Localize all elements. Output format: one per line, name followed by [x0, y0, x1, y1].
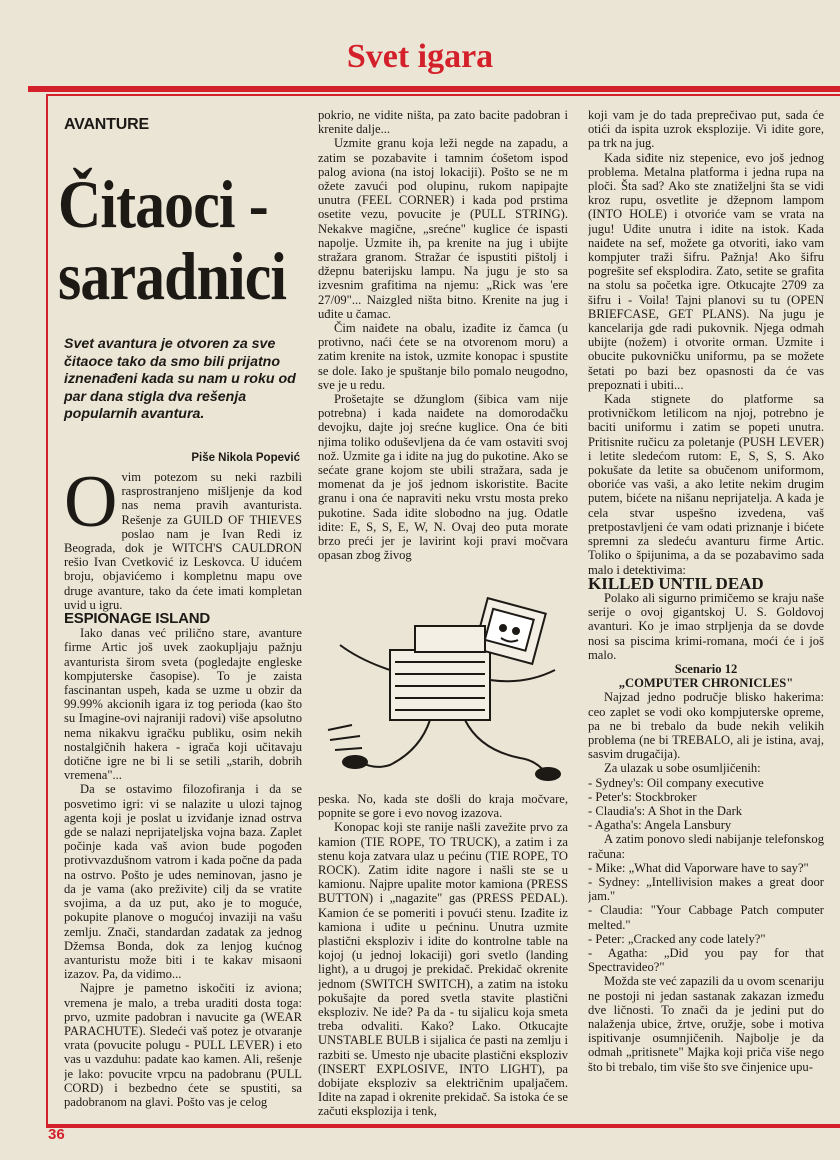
subhead-killed-until-dead: KILLED UNTIL DEAD	[588, 573, 764, 593]
article-title	[58, 166, 287, 314]
paragraph: pokrio, ne vidite ništa, pa zato bacite padobran i krenite dalje...	[318, 108, 568, 137]
call-item: - Agatha: „Did you pay for that Spectravideo?"	[588, 945, 824, 975]
column-2-upper	[318, 108, 568, 588]
paragraph: Polako ali sigurno primičemo se kraju naše serije o ovoj gigantskoj U. S. Goldovoj avanturi. Ko je imao strpljenja da se dovde nosi sa piscima krimi-romana, moći će i još malo.	[588, 590, 824, 662]
call-item: - Sydney: „Intellivision makes a great door jam."	[588, 874, 824, 904]
title-line-2: saradnici	[58, 238, 287, 314]
title-line-1: Čitaoci -	[58, 166, 268, 242]
paragraph: koji vam je do tada preprečivao put, sada će otići da ispita uzrok eksplozije. Vi idite gore, pa trk na jug.	[588, 108, 824, 151]
page-number: 36	[48, 1126, 65, 1143]
call-item: - Mike: „What did Vaporware have to say?"	[588, 860, 809, 875]
scenario-number: Scenario 12	[674, 661, 738, 676]
column-1	[64, 470, 302, 1120]
suspect-item: - Agatha's: Angela Lansbury	[588, 818, 732, 833]
paragraph: Najzad jedno područje blisko hakerima: ceo zaplet se vodi oko kompjuterske opreme, pa ne bi trebalo da bude nekih velikih problema (ne bi TREBALO, ali je istina, avaj, sasvim drugačija).	[588, 690, 824, 762]
paragraph: Najpre je pametno iskočiti iz aviona; vremena je malo, a treba uraditi dosta toga: prvo, uzmite padobran i navucite ga (WEAR PARACHUTE). Sledeći vaš potez je otvaranje vrata (povucite polugu - PULL LEVER) i eto vas u vazduhu: padate kao kamen. Ali, rešenje je lako: povucite vrpcu na padobranu (PULL CORD) i bezbedno ćete se spustiti, sa padobranom na glavi. Pošto vas je celog	[64, 981, 302, 1109]
paragraph: A zatim ponovo sledi nabijanje telefonskog računa:	[588, 832, 824, 861]
footer-rule	[46, 1124, 840, 1126]
drop-cap: O	[64, 470, 118, 543]
suspect-item: - Sydney's: Oil company executive	[588, 775, 764, 790]
running-computer-illustration	[320, 590, 570, 790]
column-3	[588, 108, 824, 1120]
paragraph: Uzmite granu koja leži negde na zapadu, a zatim se pozabavite i tamnim ćošetom ispod palog aviona (na istoj lokaciji). Pošto se ne m ožete zavući pod olupinu, rukom napipajte unutra (FEEL CORNER) i kada pod prstima osetite vezu, povucite je (PULL STRING). Nekakve magične, „srećne" kuglice će ispasti napolje. Uzmite ih, pa krenite na jug i ubijte stražara granom. Stražar će ispustiti pištolj i džepnu baterijsku lampu. Na jugu je sto sa izvesnim grafitima na njemu: „Rick was 'ere 27/09"... Naizgled ništa bitno. Krenite na jug i uđite u čamac.	[318, 136, 568, 321]
paragraph: Da se ostavimo filozofiranja i da se posvetimo igri: vi se nalazite u ulozi tajnog agenta koji je poslat u izviđanje iznad ostrva gde se nalazi neprijateljska vojna baza. Zaplet počinje kada vaš avion bude pogođen protivvazdušnom vatrom i kada počne da pada na ostrvo. Pošto je udes neminovan, jasno je da je vama (ako preživite) cilj da se vratite svojima, a da uz put, ako je to moguće, pokupite planove o mogućoj invaziji na vašu zemlju. Znači, standardan zadatak za jednog Džemsa Bonda, dok za lenjog kućnog avanturistu može biti i te kakav misaoni izazov. Pa, da vidimo...	[64, 782, 302, 982]
paragraph: Možda ste već zapazili da u ovom scenariju ne postoji ni jedan sastanak zakazan između dve ličnosti. To znači da je jedini put do nalaženja ubice, žrtve, oružje, sobe i motiva ispitivanje osumnjičenih. Najbolje je da odmah „pritisnete" Majka koji priča više nego što bi trebalo, tim više što sve činjenice upu-	[588, 974, 824, 1074]
paragraph: peska. No, kada ste došli do kraja močvare, popnite se gore i evo novog izazova.	[318, 792, 568, 821]
paragraph: Prošetajte se džunglom (šibica vam nije potrebna) i kada naiđete na domorodačku devojku, dajte joj srećne kuglice. Ona će biti njima toliko oduševljena da će vam ostaviti svoj nož. Uzmite ga i idite na jug do pukotine. Ako se sećate grane kojom ste ubili stražara, sada je momenat da je još jednom iskoristite. Bacite granu i ona će napraviti neku vrstu mosta preko pukotine. Sada idite slobodno na jug. Odatle idite: E, S, S, E, W, N. Ovaj deo puta morate brzo preći jer je lavirint koji pravi močvara opasan zbog živog	[318, 392, 568, 563]
paragraph: Čim naiđete na obalu, izađite iz čamca (u protivno, naći ćete se na otvorenom moru) a zatim krenite na istok, uzmite konopac i spustite se dole. Iako je spuštanje bilo pomalo neugodno, sve je u redu.	[318, 321, 568, 392]
section-tag: AVANTURE	[64, 116, 149, 133]
call-item: - Claudia: "Your Cabbage Patch computer melted."	[588, 903, 824, 932]
article-lead: Svet avantura je otvoren za sve čitaoce tako da smo bili prijatno iznenađeni kada su nam u roku od par dana stigla dva rešenja popularnih avantura.	[64, 336, 296, 422]
paragraph: Za ulazak u sobe osumljičenih:	[604, 761, 761, 776]
suspect-item: - Peter's: Stockbroker	[588, 789, 697, 804]
paragraph: Konopac koji ste ranije našli zavežite prvo za kamion (TIE ROPE, TO TRUCK), a zatim i za stenu koja zatvara ulaz u pećinu (TIE ROPE, TO ROCK). Zatim idite nagore i našli ste se u kamionu. Najpre upalite motor kamiona (PRESS BUTTON) i „nagazite" gas (PRESS PEDAL). Kamion će se pomeriti i povući stenu. Izađite iz kamiona i uđite u pećninu. Unutra uzmite plastični eksploziv i idite do kontrolne table na kojoj (u jednoj lokaciji) gori svetlo (landing light), a u drugoj je prekidač. Prekidač okrenite jednom (SWITCH SWITCH), a zatim na istoku pokušajte da pored svetla stavite plastični eksploziv. Ne ide? Pa da - tu sijalicu koja smeta treba odvaliti. Kako? Lako. Otkucajte UNSTABLE BULB i sijalica će pasti na zemlju i razbiti se. Umesto nje ubacite plastični eksploziv (INSERT EXPLOSIVE, INTO LIGHT), pa dobijate eksploziv sa električnim upaljačem. Idite na zapad i okrenite prekidač. Sa istoka će se začuti eksplozija i tenk,	[318, 820, 568, 1119]
header-rule	[28, 86, 840, 92]
call-item: - Peter: „Cracked any code lately?"	[588, 931, 766, 946]
intro-paragraph: Ovim potezom su neki razbili rasprostranjeno mišljenje da kod nas nema pravih avanturista. Rešenje za GUILD OF THIEVES poslao nam je Ivan Redi iz Beograda, dok je WITCH'S CAULDRON rešio Ivan Cvetković iz Leskovca. U idućem broju, objavićemo i kompletnu mapu ove druge avanture, tako da ćete imati kompletan uvid u igru.	[64, 470, 302, 612]
magazine-section-header: Svet igara	[346, 38, 494, 75]
paragraph: Iako danas već prilično stare, avanture firme Artic još uvek zaokupljaju pažnju avanturista širom sveta (pogledajte engleske kompjuterske časopise). To je zaista fascinantan uspeh, kada se uzme u obzir da 99.99% akcionih igara iz tog perioda (kao što su Imagine-ovi najraniji radovi) više apsolutno nema nikakvu igračku publiku, osim nekih nostalgičnih hakera - igrača koji učitavaju dotične igre ne bi li se setili „starih, dobrih vremena"...	[64, 626, 302, 783]
byline: Piše Nikola Popević	[191, 452, 300, 464]
paragraph: Kada siđite niz stepenice, evo još jednog problema. Metalna platforma i jedna rupa na ploči. Šta sad? Ako ste znatiželjni šta se vidi kroz rupu, osvetlite je džepnom lampom (INTO HOLE) i otvoriće vam se vrata na jugu! Uđite unutra i idite na istok. Kada naiđete na sef, možete ga otvoriti, iako vam kompjuter traži šifru. Pažnja! Ako šifru pogrešite sef eksplodira. Zato, setite se grafita na stolu sa početka igre. Otkucajte 2709 za šifru i - Voila! Tajni planovi su tu (OPEN BRIEFCASE, GET PLANS). Na jugu je kancelarija gde radi pukovnik. Njega odmah ubijte (nožem) i otvorite orman. Uzmite i obucite pukovničku uniformu, pa se možete šetati po bazi bez opasnosti da će vas prepoznati i ubiti...	[588, 150, 824, 392]
paragraph: Kada stignete do platforme sa protivničkom letilicom na njoj, potrebno je baciti uniformu i zatim se popeti unutra. Pritisnite ručicu za poletanje (PUSH LEVER) i letite sledećom rutom: E, S, S, S. Ako pokušate da letite sa obučenom uniformom, oboriće vas vaši, a ako letite nekim drugim putem, bićete na nišanu neprijatelja. A kada je cela stvar uspešno izvedena, vaš pretpostavljeni će vam odati priznanje i bićete spremni za sledeću avanturu firme Artic. Toliko o špijunima, a da se pozabavimo sada malo i detektivima:	[588, 392, 824, 577]
suspect-item: - Claudia's: A Shot in the Dark	[588, 803, 743, 818]
subhead-espionage-island: ESPIONAGE ISLAND	[64, 610, 210, 628]
column-2-lower	[318, 792, 568, 1120]
scenario-name: „COMPUTER CHRONICLES"	[618, 676, 794, 691]
